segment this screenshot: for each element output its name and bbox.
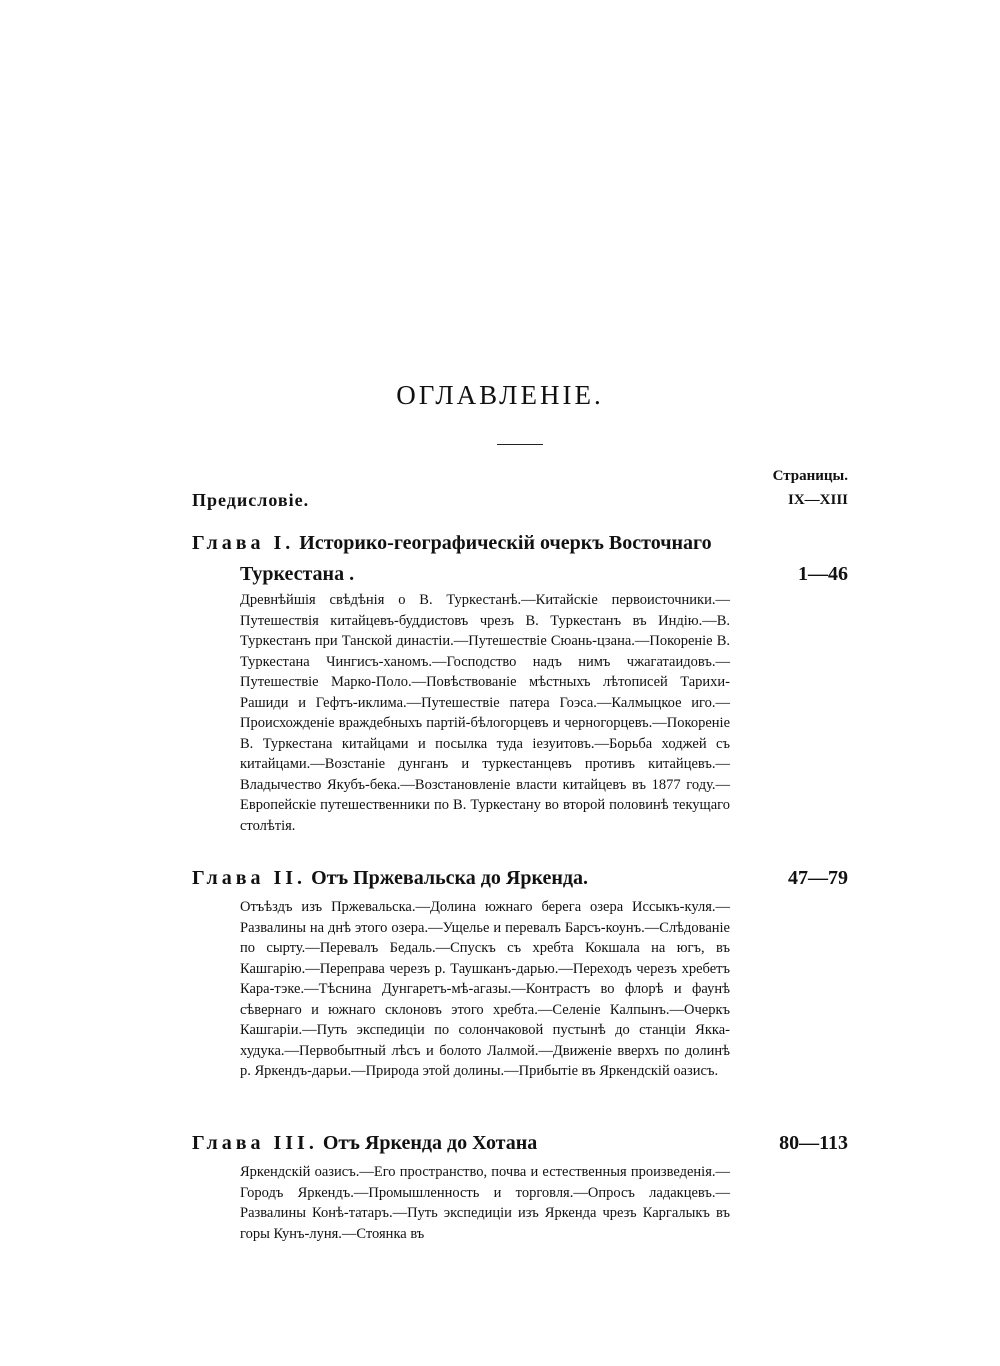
pages-column-header: Страницы. [772, 468, 848, 484]
chapter-2-heading [192, 862, 588, 894]
chapter-3-title: Отъ Яркенда до Хотана [322, 1132, 538, 1154]
preface-pages: IX—XIII [787, 492, 848, 508]
chapter-1-pages: 1—46 [798, 563, 848, 585]
chapter-2-pages: 47—79 [788, 867, 848, 889]
chapter-3-heading [192, 1127, 537, 1159]
chapter-2-summary: Отъѣздъ изъ Пржевальска.—Долина южнаго берега озера Иссыкъ-куля.—Развалины на днѣ этого озера.—Ущелье и перевалъ Барсъ-коунъ.—Слѣдованiе по сырту.—Перевалъ Бедаль.—Спускъ съ хребта Кокшала на югъ, въ Кашгарiю.—Переправа черезъ р. Таушканъ-дарью.—Переходъ черезъ хребетъ Кара-тэке.—Тѣснина Дунгаретъ-мѣ-агазы.—Контрастъ во флорѣ и фаунѣ сѣвернаго и южнаго склоновъ этого хребта.—Селенiе Калпынъ.—Очеркъ Кашгарiи.—Путь экспедицiи по солончаковой пустынѣ до станцiи Якка-худука.—Первобытный лѣсъ и болото Лалмой.—Движенiе вверхъ по долинѣ р. Яркендъ-дарьи.—Природа этой долины.—Прибытiе въ Яркендскiй оазисъ. [240, 899, 730, 1079]
chapter-2-label: Глава II. [192, 867, 307, 889]
chapter-1-summary: Древнѣйшiя свѣдѣнiя о В. Туркестанѣ.—Китайскiе первоисточники.—Путешествiя китайцевъ-буддистовъ чрезъ В. Туркестанъ въ Индiю.—В. Туркестанъ при Танской династiи.—Путешествiе Сюань-цзана.—Покоренiе В. Туркестана Чингисъ-ханомъ.—Господство надъ нимъ чжагатаидовъ.—Путешествiе Марко-Поло.—Повѣствованiе мѣстныхъ лѣтописей Тарихи-Рашиди и Гефтъ-иклима.—Путешествiе патера Гоэса.—Калмыцкое иго.—Происхожденiе враждебныхъ партiй-бѣлогорцевъ и черногорцевъ.—Покоренiе В. Туркестана китайцами и посылка туда iезуитовъ.—Борьба ходжей съ китайцами.—Возстанiе дунганъ и туркестанцевъ противъ китайцевъ.—Владычество Якубъ-бека.—Возстановленiе власти китайцевъ въ 1877 году.—Европейскiе путешественники по В. Туркестану во второй половинѣ текущаго столѣтiя. [240, 592, 730, 834]
chapter-3-label: Глава III. [192, 1132, 318, 1154]
chapter-1-title-line2: Туркестана . [240, 563, 355, 585]
chapter-1-title-line1: Историко-географическiй очеркъ Восточнаго [299, 532, 712, 554]
chapter-1-heading [192, 527, 712, 559]
chapter-2-title: Отъ Пржевальска до Яркенда. [311, 867, 588, 889]
chapter-3-pages: 80—113 [779, 1132, 848, 1154]
title-divider [497, 444, 543, 445]
chapter-3-summary: Яркендскiй оазисъ.—Его пространство, почва и естественныя произведенiя.—Городъ Яркендъ.—Промышленность и торговля.—Опросъ ладакцевъ.—Развалины Конѣ-татаръ.—Путь экспедицiи изъ Яркенда чрезъ Каргалыкъ въ горы Кунъ-луня.—Стоянка въ [240, 1164, 730, 1242]
chapter-1-label: Глава I. [192, 532, 295, 554]
page-title: ОГЛАВЛЕНIЕ. [396, 380, 604, 410]
preface-title: Предисловiе. [192, 490, 310, 510]
